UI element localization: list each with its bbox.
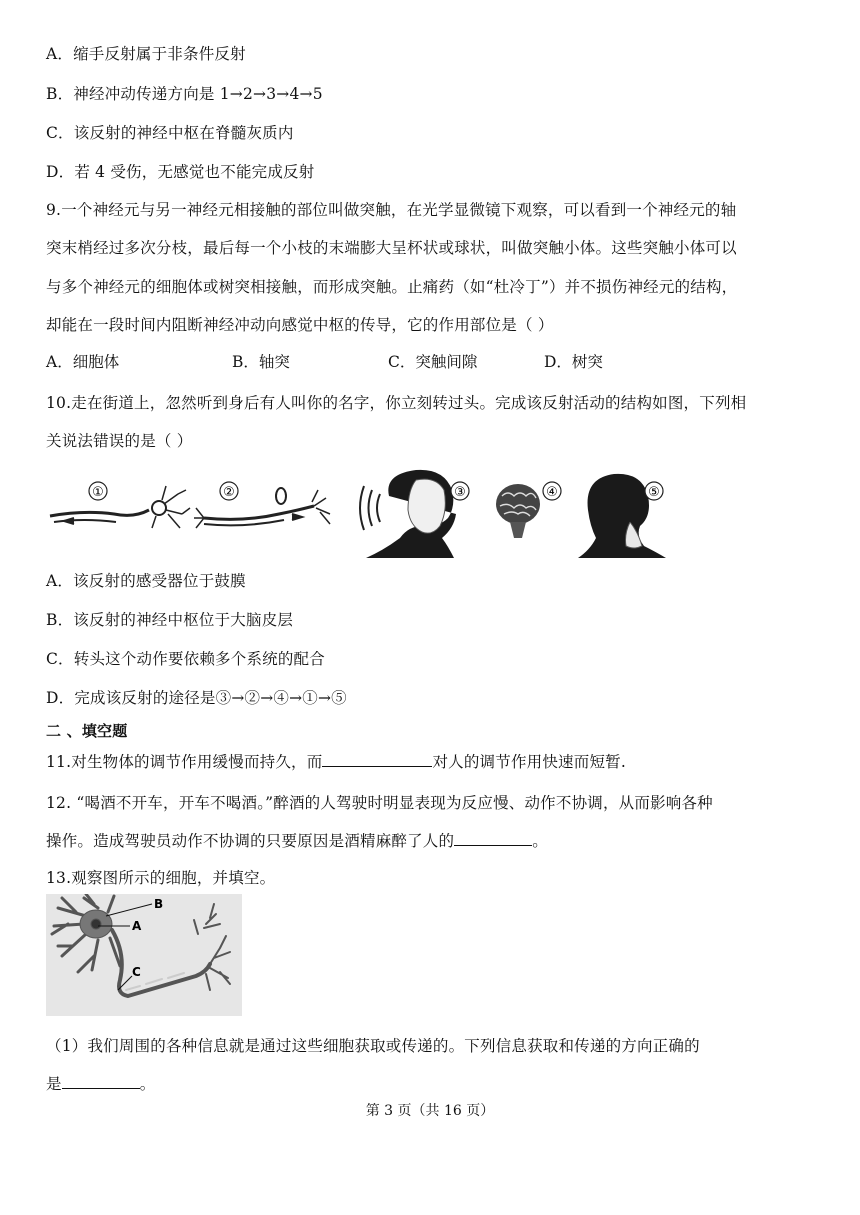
q13-stem: 13.观察图所示的细胞，并填空。: [46, 869, 276, 887]
q12-answer-blank[interactable]: [454, 831, 532, 846]
q9-stem-line-2: 突末梢经过多次分枝，最后每一个小枝的末端膨大呈杯状或球状，叫做突触小体。这些突触小体可以: [46, 239, 737, 257]
panel-1-label: ①: [92, 485, 104, 500]
q8-option-d: D．若 4 受伤，无感觉也不能完成反射: [46, 163, 315, 181]
q9-option-d: D．树突: [544, 353, 603, 371]
q9-stem-line-3: 与多个神经元的细胞体或树突相接触，而形成突触。止痛药（如“杜冷丁”）并不损伤神经元的结构，: [46, 278, 738, 296]
q10-stem-line-2: 关说法错误的是（ ）: [46, 432, 193, 450]
q13-sub1-answer-blank[interactable]: [62, 1074, 140, 1089]
q8-option-c: C．该反射的神经中枢在脊髓灰质内: [46, 124, 294, 142]
q10-option-c: C．转头这个动作要依赖多个系统的配合: [46, 650, 325, 668]
q10-stem-line-1: 10.走在街道上，忽然听到身后有人叫你的名字，你立刻转过头。完成该反射活动的结构如图，下列相: [46, 394, 747, 412]
panel-5-label: ⑤: [648, 485, 660, 500]
panel-1-neuron-image: [50, 486, 190, 528]
q13-sub1-text-before: 是: [46, 1075, 62, 1093]
panel-2-neuron-image: [194, 488, 330, 528]
q9-stem-line-4: 却能在一段时间内阻断神经冲动向感觉中枢的传导，它的作用部位是（ ）: [46, 316, 554, 334]
q12-text-before: 操作。造成驾驶员动作不协调的只要原因是酒精麻醉了人的: [46, 832, 455, 850]
label-c: C: [132, 965, 141, 979]
section-2-title: 二 、填空题: [46, 722, 128, 740]
q10-option-b: B．该反射的神经中枢位于大脑皮层: [46, 611, 294, 629]
reflex-arc-figure: [44, 466, 674, 558]
q9-option-b: B．轴突: [232, 353, 290, 371]
panel-4-brain-image: [496, 484, 540, 538]
panel-3-label: ③: [454, 485, 466, 500]
label-b: B: [154, 897, 164, 911]
q10-option-a: A．该反射的感受器位于鼓膜: [46, 572, 246, 590]
q10-option-d: D．完成该反射的途径是③→②→④→①→⑤: [46, 689, 347, 707]
neuron-figure: [46, 894, 242, 1016]
q8-option-a: A．缩手反射属于非条件反射: [46, 45, 246, 63]
q11-text-after: 对人的调节作用快速而短暂.: [432, 753, 626, 771]
panel-2-label: ②: [223, 485, 235, 500]
q11-answer-blank[interactable]: [322, 752, 432, 767]
q9-stem-line-1: 9.一个神经元与另一神经元相接触的部位叫做突触，在光学显微镜下观察，可以看到一个神经元的轴: [46, 201, 737, 219]
q12-text-after: 。: [532, 832, 548, 850]
label-a: A: [132, 919, 142, 933]
panel-4-label: ④: [546, 485, 558, 500]
q11-text-before: 11.对生物体的调节作用缓慢而持久，而: [46, 753, 323, 771]
q13-sub1-text-after: 。: [139, 1075, 156, 1093]
q9-option-a: A．细胞体: [46, 353, 120, 371]
q9-options: [46, 350, 806, 372]
q13-sub1-line-1: （1）我们周围的各种信息就是通过这些细胞获取或传递的。下列信息获取和传递的方向正确的: [46, 1037, 700, 1055]
q11: [46, 750, 626, 772]
page-footer: 第 3 页（共 16 页）: [365, 1103, 495, 1119]
q8-option-b: B．神经冲动传递方向是 1→2→3→4→5: [46, 85, 323, 103]
q13-sub1-line-2: [46, 1072, 155, 1094]
q12-line-2: [46, 829, 548, 851]
panel-3-ear-face-image: [360, 470, 456, 558]
q12-line-1: 12. “喝酒不开车，开车不喝酒。”醉酒的人驾驶时明显表现为反应慢、动作不协调，从而影响各种: [46, 794, 713, 812]
q9-option-c: C．突触间隙: [388, 353, 478, 371]
